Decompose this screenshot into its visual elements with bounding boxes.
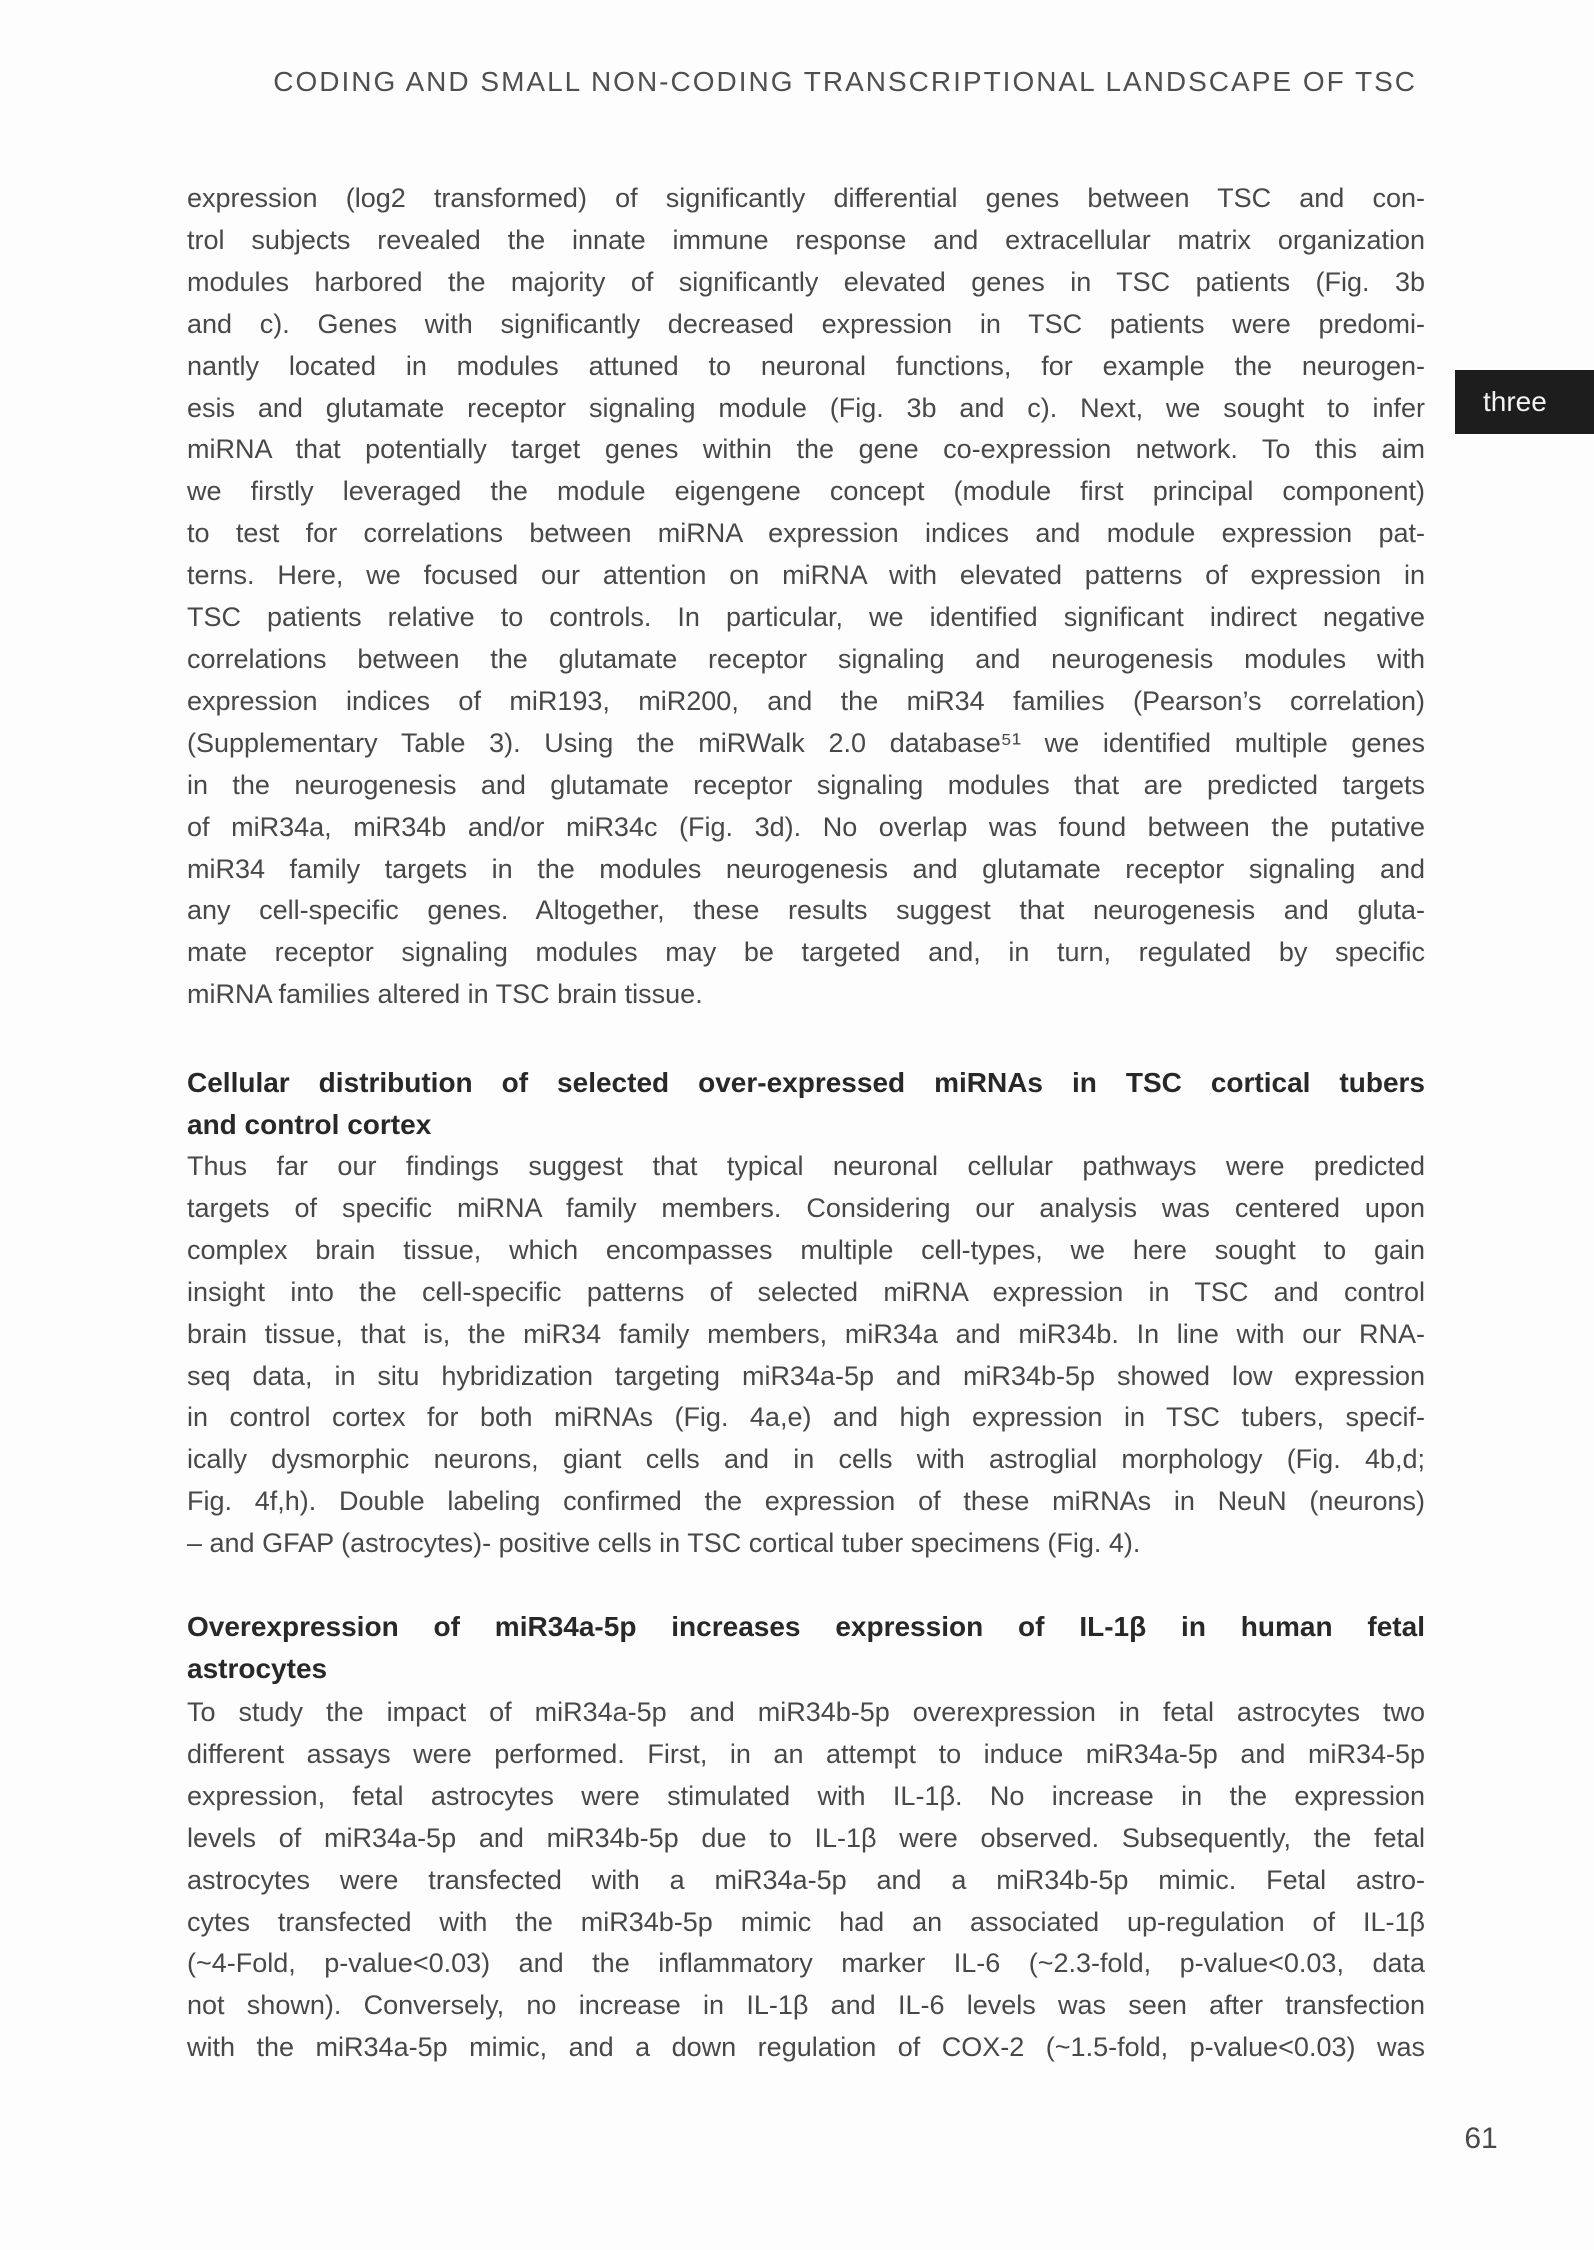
text-line: Thus far our findings suggest that typical neuronal cellular pathways were predicted [187,1151,1425,1181]
text-line: and c). Genes with significantly decreased expression in TSC patients were predomi- [187,308,1425,339]
text-line: correlations between the glutamate receptor signaling and neurogenesis modules with [187,643,1425,674]
text-line: in the neurogenesis and glutamate receptor signaling modules that are predicted targets [187,769,1425,800]
text-line: expression indices of miR193, miR200, and the miR34 families (Pearson’s correlation) [187,685,1425,716]
text-line: expression, fetal astrocytes were stimulated with IL-1β. No increase in the expression [187,1780,1425,1811]
heading-line: astrocytes [187,1653,328,1684]
text-line: cytes transfected with the miR34b-5p mimic had an associated up-regulation of IL-1β [187,1906,1425,1937]
page-number: 61 [1464,2122,1498,2155]
text-line: modules harbored the majority of significantly elevated genes in TSC patients (Fig. 3b [187,266,1425,297]
section-heading-cellular-distribution [187,1062,1425,1146]
text-line: Fig. 4f,h). Double labeling confirmed the expression of these miRNAs in NeuN (neurons) [187,1486,1425,1517]
text-line: ically dysmorphic neurons, giant cells and in cells with astroglial morphology (Fig. 4b,d; [187,1444,1425,1475]
text-line: To study the impact of miR34a-5p and miR34b-5p overexpression in fetal astrocytes two [187,1697,1425,1727]
text-line: (Supplementary Table 3). Using the miRWalk 2.0 database⁵¹ we identified multiple genes [187,727,1425,758]
text-line: esis and glutamate receptor signaling module (Fig. 3b and c). Next, we sought to infer [187,392,1425,423]
text-line: nantly located in modules attuned to neuronal functions, for example the neurogen- [187,350,1425,381]
chapter-tab [1455,370,1594,434]
section-heading-overexpression [187,1606,1425,1690]
heading-line: and control cortex [187,1109,432,1140]
text-line: brain tissue, that is, the miR34 family members, miR34a and miR34b. In line with our RNA- [187,1318,1425,1349]
text-line: TSC patients relative to controls. In particular, we identified significant indirect negative [187,602,1425,633]
text-line: seq data, in situ hybridization targeting miR34a-5p and miR34b-5p showed low expression [187,1360,1425,1391]
text-line: expression (log2 transformed) of significantly differential genes between TSC and con- [187,183,1425,213]
text-line: different assays were performed. First, in an attempt to induce miR34a-5p and miR34-5p [187,1738,1425,1769]
text-line: any cell-specific genes. Altogether, these results suggest that neurogenesis and gluta- [187,895,1425,926]
text-line: miRNA families altered in TSC brain tissue. [187,979,703,1010]
text-line: in control cortex for both miRNAs (Fig. 4a,e) and high expression in TSC tubers, specif- [187,1402,1425,1433]
text-line: astrocytes were transfected with a miR34a-5p and a miR34b-5p mimic. Fetal astro- [187,1864,1425,1895]
text-line: levels of miR34a-5p and miR34b-5p due to IL-1β were observed. Subsequently, the fetal [187,1822,1425,1853]
chapter-tab-label: three [1483,386,1547,417]
text-line: (~4-Fold, p-value<0.03) and the inflammatory marker IL-6 (~2.3-fold, p-value<0.03, data [187,1948,1425,1979]
text-line: trol subjects revealed the innate immune response and extracellular matrix organization [187,224,1425,255]
text-line: to test for correlations between miRNA expression indices and module expression pat- [187,518,1425,549]
text-line: of miR34a, miR34b and/or miR34c (Fig. 3d). No overlap was found between the putative [187,811,1425,842]
text-line: miRNA that potentially target genes within the gene co-expression network. To this aim [187,434,1425,465]
running-head: CODING AND SMALL NON-CODING TRANSCRIPTIONAL LANDSCAPE OF TSC [273,66,1417,97]
text-line: not shown). Conversely, no increase in IL-1β and IL-6 levels was seen after transfection [187,1990,1425,2021]
text-line: – and GFAP (astrocytes)- positive cells in TSC cortical tuber specimens (Fig. 4). [187,1528,1141,1559]
text-line: we firstly leveraged the module eigengene concept (module first principal component) [187,476,1425,507]
text-line: complex brain tissue, which encompasses multiple cell-types, we here sought to gain [187,1234,1425,1265]
paragraph-3 [187,1692,1425,2069]
text-line: insight into the cell-specific patterns of selected miRNA expression in TSC and control [187,1276,1425,1307]
heading-line: Overexpression of miR34a-5p increases expression of IL-1β in human fetal [187,1611,1425,1642]
text-line: mate receptor signaling modules may be targeted and, in turn, regulated by specific [187,937,1425,968]
text-line: miR34 family targets in the modules neurogenesis and glutamate receptor signaling and [187,853,1425,884]
paragraph-1 [187,178,1425,1016]
text-line: terns. Here, we focused our attention on miRNA with elevated patterns of expression in [187,560,1425,591]
text-line: with the miR34a-5p mimic, and a down regulation of COX-2 (~1.5-fold, p-value<0.03) was [187,2032,1425,2063]
text-line: targets of specific miRNA family members. Considering our analysis was centered upon [187,1192,1425,1223]
heading-line: Cellular distribution of selected over-expressed miRNAs in TSC cortical tubers [187,1067,1425,1098]
paragraph-2 [187,1146,1425,1565]
